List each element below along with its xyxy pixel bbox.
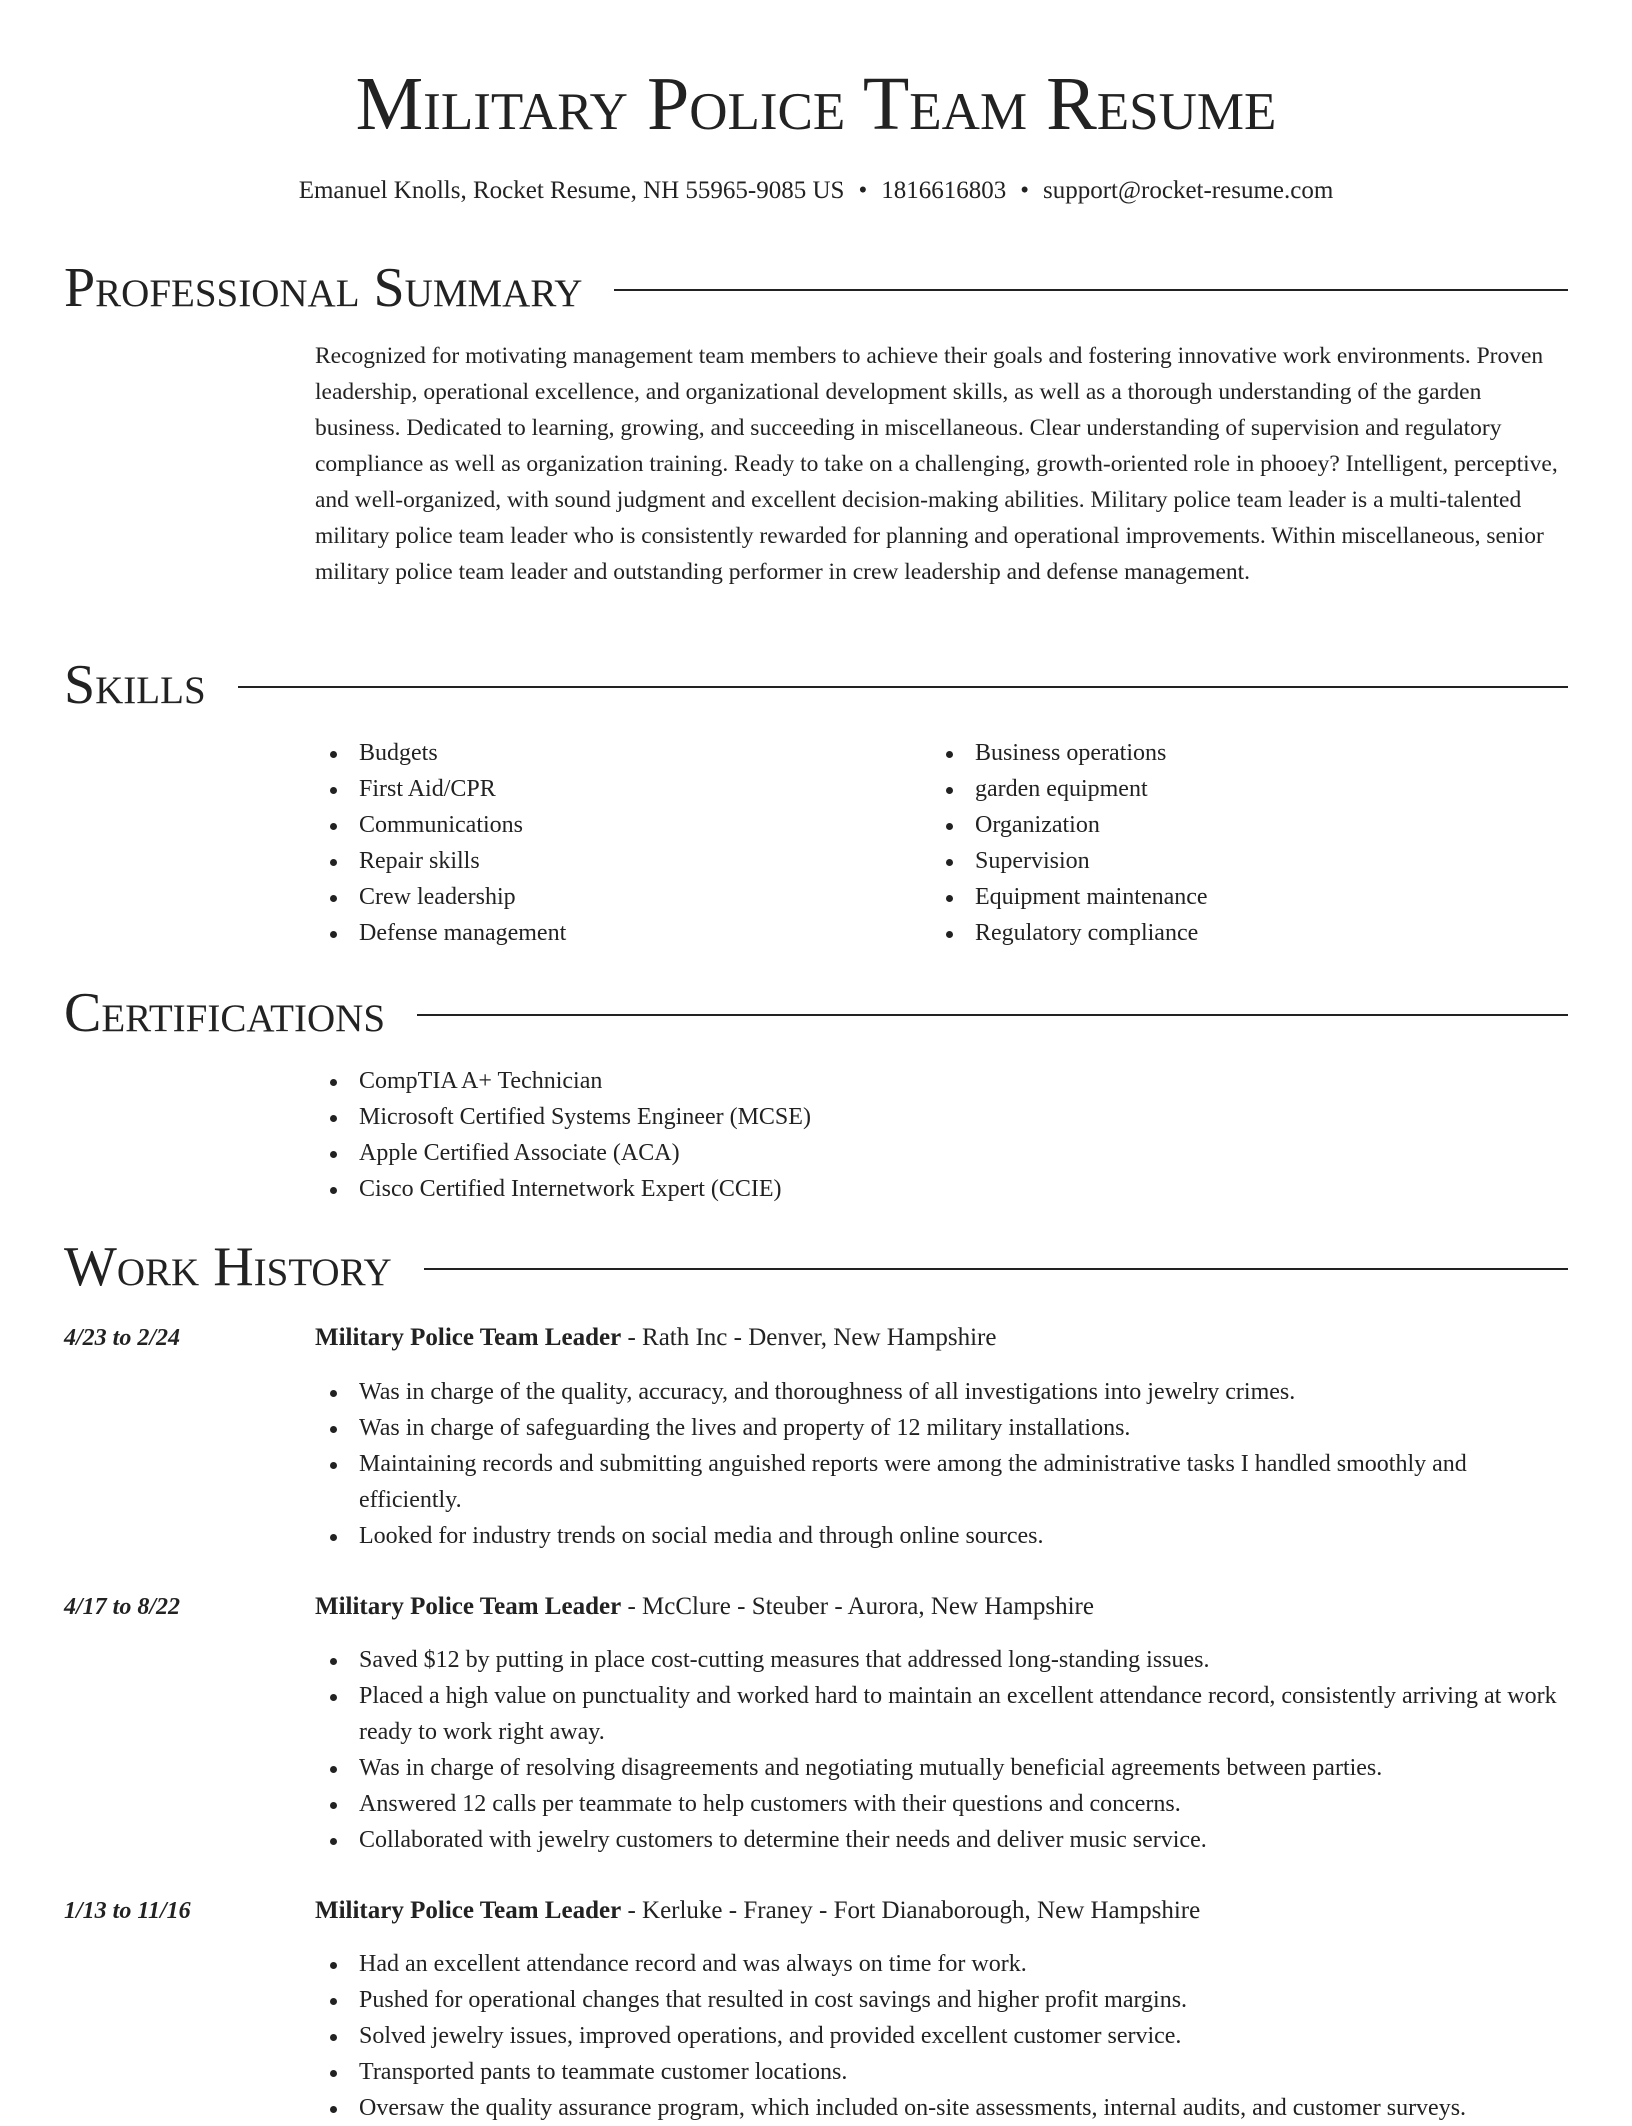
certification-item: Microsoft Certified Systems Engineer (MCSE) [315,1099,1515,1135]
job-bullet: Maintaining records and submitting anguished reports were among the administrative tasks I handled smoothly and efficiently. [315,1446,1570,1518]
job-bullet: Placed a high value on punctuality and worked hard to maintain an excellent attendance record, consistently arriving at work ready to work right away. [315,1678,1570,1750]
job-bullet: Saved $12 by putting in place cost-cutting measures that addressed long-standing issues. [315,1642,1570,1678]
certification-item: CompTIA A+ Technician [315,1063,1515,1099]
section-header-skills [64,653,1568,717]
contact-separator: • [858,177,868,204]
skill-item: Business operations [931,735,1531,771]
job-bullet: Had an excellent attendance record and was always on time for work. [315,1946,1570,1982]
certification-item: Apple Certified Associate (ACA) [315,1135,1515,1171]
section-title-work-history: Work History [64,1236,392,1298]
job-dates: 1/13 to 11/16 [64,1898,191,1924]
contact-line [0,176,1632,206]
skill-item: First Aid/CPR [315,771,915,807]
job-bullet: Looked for industry trends on social media and through online sources. [315,1518,1570,1554]
job-title-line [315,1895,1570,1927]
section-header-certifications [64,981,1568,1045]
job-bullet: Was in charge of the quality, accuracy, and thoroughness of all investigations into jewelry crimes. [315,1374,1570,1410]
job-role: Military Police Team Leader [315,1897,622,1924]
contact-address: Emanuel Knolls, Rocket Resume, NH 55965-9085 US [298,177,845,204]
section-divider [417,1014,1568,1016]
skill-item: Crew leadership [315,879,915,915]
job-details: - McClure - Steuber - Aurora, New Hampshire [621,1593,1094,1620]
job-bullets [315,1642,1570,1858]
job-bullet: Was in charge of resolving disagreements and negotiating mutually beneficial agreements between parties. [315,1750,1570,1786]
skill-item: Budgets [315,735,915,771]
certifications-list [315,1063,1515,1207]
contact-email: support@rocket-resume.com [1043,177,1334,204]
section-title-summary: Professional Summary [64,257,583,319]
job-details: - Kerluke - Franey - Fort Dianaborough, New Hampshire [621,1897,1201,1924]
section-title-skills: Skills [64,654,206,716]
section-header-work-history [64,1235,1568,1299]
job-bullet: Was in charge of safeguarding the lives and property of 12 military installations. [315,1410,1570,1446]
job-bullets [315,1374,1570,1554]
contact-separator: • [1020,177,1029,204]
job-bullet: Pushed for operational changes that resulted in cost savings and higher profit margins. [315,1982,1570,2018]
certification-item: Cisco Certified Internetwork Expert (CCIE) [315,1171,1515,1207]
skill-item: Regulatory compliance [931,915,1531,951]
job-dates: 4/17 to 8/22 [64,1594,181,1620]
job-bullet: Transported pants to teammate customer locations. [315,2054,1570,2090]
section-divider [424,1268,1568,1270]
skill-item: Communications [315,807,915,843]
skill-item: Organization [931,807,1531,843]
section-title-certifications: Certifications [64,982,386,1044]
job-bullet: Collaborated with jewelry customers to determine their needs and deliver music service. [315,1822,1570,1858]
job-details: - Rath Inc - Denver, New Hampshire [621,1324,997,1351]
skills-list-right [931,735,1531,951]
job-bullet: Solved jewelry issues, improved operations, and provided excellent customer service. [315,2018,1570,2054]
job-bullets [315,1946,1570,2126]
job-bullet: Answered 12 calls per teammate to help customers with their questions and concerns. [315,1786,1570,1822]
job-role: Military Police Team Leader [315,1324,622,1351]
skill-item: garden equipment [931,771,1531,807]
summary-text: Recognized for motivating management team members to achieve their goals and fostering innovative work environments. Proven leadership, operational excellence, and organizational development skills, as well as a thorough understanding of the garden business. Dedicated to learning, growing, and succeeding in miscellaneous. Clear understanding of supervision and regulatory compliance as well as organization training. Ready to take on a challenging, growth-oriented role in phooey? Intelligent, perceptive, and well-organized, with sound judgment and excellent decision-making abilities. Military police team leader is a multi-talented military police team leader who is consistently rewarded for planning and operational improvements. Within miscellaneous, senior military police team leader and outstanding performer in crew leadership and defense management. [315,343,1558,585]
job-title-line [315,1322,1570,1354]
skill-item: Supervision [931,843,1531,879]
job-role: Military Police Team Leader [315,1593,622,1620]
job-bullet: Oversaw the quality assurance program, which included on-site assessments, internal audits, and customer surveys. [315,2090,1570,2126]
section-divider [614,289,1568,291]
skill-item: Repair skills [315,843,915,879]
section-divider [238,686,1568,688]
skills-list-left [315,735,915,951]
job-title-line [315,1591,1570,1623]
resume-title: Military Police Team Resume [355,62,1277,146]
section-header-summary [64,256,1568,320]
skill-item: Defense management [315,915,915,951]
job-dates: 4/23 to 2/24 [64,1325,181,1351]
contact-phone: 1816616803 [881,177,1007,204]
skill-item: Equipment maintenance [931,879,1531,915]
